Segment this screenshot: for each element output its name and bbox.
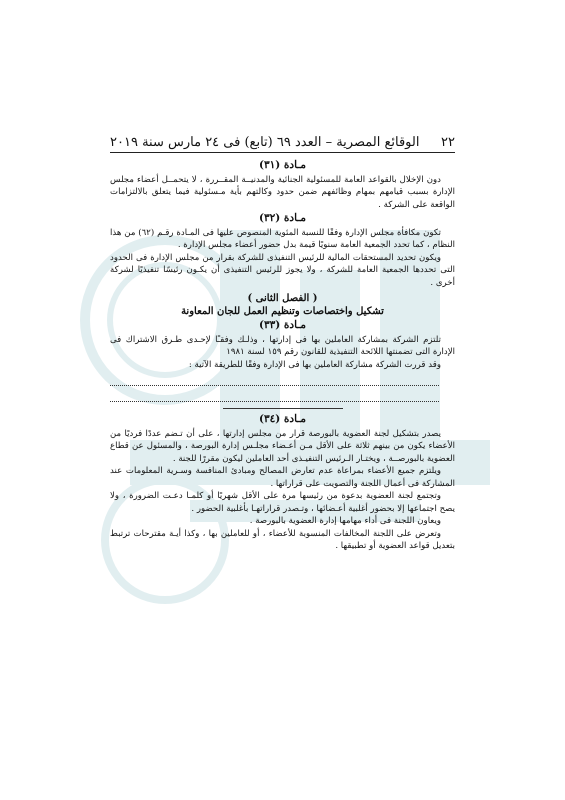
article-32-paragraph-1: تكون مكافأة مجلس الإدارة وفقًا للنسبة المئوية المنصوص عليها فى المـادة رقـم (٦٢) من هذا النظام ، كما تحدد الجمعية العامة سنويًا قيمة بدل حضور أعضاء مجلس الإدارة . [110, 227, 455, 250]
article-33-paragraph-1: تلتزم الشركة بمشاركة العاملين بها فى إدارتها ، وذلـك وفقـًا لإحـدى طـرق الاشتراك فى الإدارة التى تضمنتها اللائحة التنفيذية للقانون رقم ١٥٩ لسنة ١٩٨١ [110, 334, 455, 357]
gazette-title: الوقائع المصرية – العدد ٦٩ (تابع) فى ٢٤ مارس سنة ٢٠١٩ [110, 135, 420, 150]
dotted-line-1 [110, 373, 439, 386]
article-34-paragraph-3: وتجتمع لجنة العضوية بدعوة من رئيسها مرة على الأقل شهريًا أو كلمـا دعـت الضرورة ، ولا يصح اجتماعها إلا بحضور أغلبية أعـضائها ، وتـصدر قراراتهـا بأغلبية الحضور . [110, 491, 455, 514]
header-rule [110, 152, 455, 153]
article-32-paragraph-2: ويكون تحديد المستحقات المالية للرئيس التنفيذى للشركة بقرار من مجلس الإدارة فى الحدود التى تحددها الجمعية العامة للشركة ، ولا يجوز للرئيس التنفيذى أن يكـون رئيسًا تنفيذيًا لشركة أخرى . [110, 252, 455, 288]
document-body [110, 158, 455, 553]
article-34-paragraph-1: يصدر بتشكيل لجنة العضوية بالبورصة قرار من مجلس إدارتها ، على أن تـضم عددًا فرديًا من الأعضاء يكون من بينهم ثلاثة على الأقل مـن أعـضاء مجلـس إدارة البورصة ، والمسئول عن قطاع العضوية بالبورصــة ، ويختـار الـرئيس التنفيـذى أحد العاملين ليكون مقررًا للجنة . [110, 428, 455, 464]
article-31-paragraph-1: دون الإخلال بالقواعد العامة للمسئولية الجنائية والمدنيــة المقــررة ، لا يتحمــل أعضاء مجلس الإدارة بسبب قيامهم بمهام وظائفهم ضمن حدود وكالتهم بأية مـسئولية فيما يتعلق بالالتزامات الواقعة على الشركة . [110, 174, 455, 210]
article-34-paragraph-2: ويلتزم جميع الأعضاء بمراعاة عدم تعارض المصالح ومبادئ المنافسة وسـرية المعلومات عند المشاركة فى أعمال اللجنة والتصويت على قراراتها . [110, 466, 455, 489]
chapter-subtitle: تشكيل واختصاصات وتنظيم العمل للجان المعاونة [181, 305, 384, 317]
article-34-paragraph-5: وتعرض على اللجنة المخالفات المنسوبة للأعضاء ، أو للعاملين بها ، وكذا أيـة مقترحات ترتبط بتعديل قواعد العضوية أو تطبيقها . [110, 528, 455, 551]
section-divider [223, 408, 343, 409]
article-33-paragraph-2: وقد قررت الشركة مشاركة العاملين بها فى الإدارة وفقًا للطريقة الآتية : [188, 359, 441, 370]
dotted-line-2 [110, 389, 439, 402]
page-header [110, 128, 455, 150]
article-31-title: مـادة (٣١) [259, 159, 306, 171]
chapter-title: ( الفصل الثانى ) [247, 293, 318, 304]
page-number: ٢٢ [441, 135, 455, 150]
article-32-title: مـادة (٣٢) [259, 212, 306, 224]
article-34-title: مـادة (٣٤) [259, 413, 306, 425]
article-33-title: مـادة (٣٣) [259, 319, 306, 331]
article-34-paragraph-4: ويعاون اللجنة فى أداء مهامها إدارة العضوية بالبورصة . [249, 516, 441, 526]
